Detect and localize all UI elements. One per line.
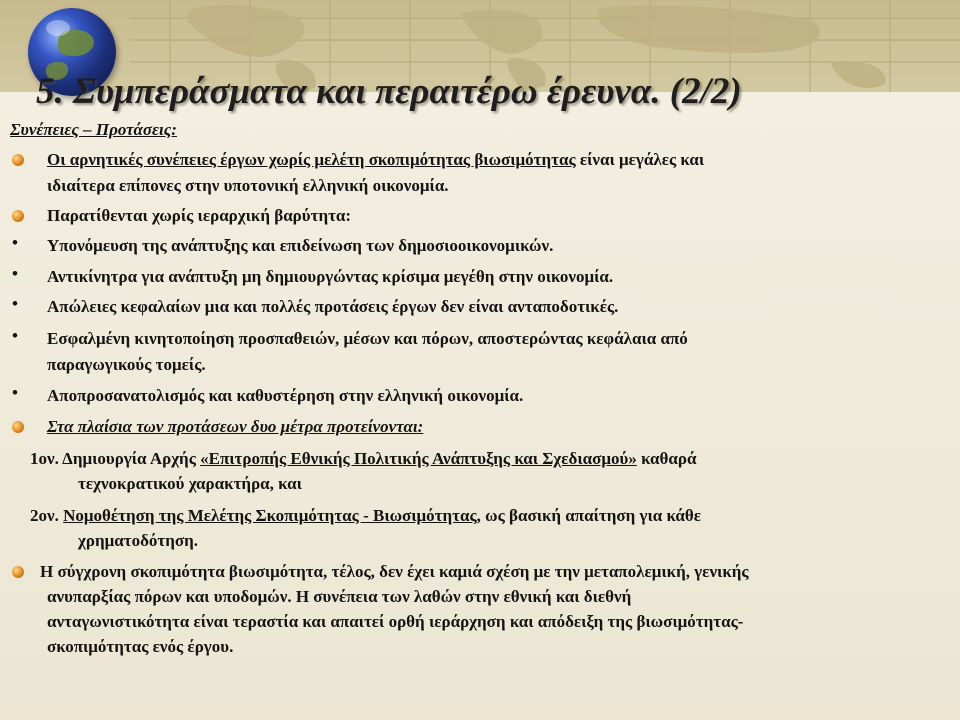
bullet-4-continued: παραγωγικούς τομείς. (47, 355, 206, 374)
item4-line1: Η σύγχρονη σκοπιμότητα βιωσιμότητα, τέλος, δεν έχει καμιά σχέση με την μεταπολεμική, γενικής (40, 562, 749, 581)
item4-line2: ανυπαρξίας πόρων και υποδομών. Η συνέπεια των λαθών στην εθνική και διεθνή (47, 587, 632, 606)
dot-bullet-icon: • (12, 326, 18, 345)
dot-bullet-icon: • (12, 383, 18, 402)
orange-bullet-icon (12, 421, 24, 433)
item4-line4: σκοπιμότητας ενός έργου. (47, 637, 234, 656)
dot-bullet-icon: • (12, 294, 18, 313)
measure1-line1: 1ον. Δημιουργία Αρχής «Επιτροπής Εθνικής Πολιτικής Ανάπτυξης και Σχεδιασμού» καθαρά (30, 449, 697, 468)
bullet-3: Απώλειες κεφαλαίων μια και πολλές προτάσεις έργων δεν είναι ανταποδοτικές. (47, 297, 619, 316)
item1-line1: Οι αρνητικές συνέπειες έργων χωρίς μελέτη σκοπιμότητας βιωσιμότητας είναι μεγάλες και (47, 150, 705, 169)
item4-line3: ανταγωνιστικότητα είναι τεραστία και απαιτεί ορθή ιεράρχηση και απόδειξη της βιωσιμότητας- (47, 612, 744, 631)
orange-bullet-icon (12, 566, 24, 578)
measure2-line1: 2ον. Νομοθέτηση της Μελέτης Σκοπιμότητας - Βιωσιμότητας, ως βασική απαίτηση για κάθε (30, 506, 702, 525)
item1-line2: ιδιαίτερα επίπονες στην υποτονική ελληνική οικονομία. (47, 176, 449, 195)
bullet-1: Υπονόμευση της ανάπτυξης και επιδείνωση των δημοσιοοικονομικών. (47, 236, 554, 255)
orange-bullet-icon (12, 154, 24, 166)
slide-title: 5. Συμπεράσματα και περαιτέρω έρευνα. (2/2) (36, 71, 742, 112)
section-subtitle: Συνέπειες – Προτάσεις: (10, 120, 177, 139)
bullet-5: Αποπροσανατολισμός και καθυστέρηση στην ελληνική οικονομία. (47, 386, 524, 405)
dot-bullet-icon: • (12, 264, 18, 283)
item3-text: Στα πλαίσια των προτάσεων δυο μέτρα προτείνονται: (47, 417, 424, 436)
bullet-4: Εσφαλμένη κινητοποίηση προσπαθειών, μέσων και πόρων, αποστερώντας κεφάλαια από (47, 329, 688, 348)
measure1-line2: τεχνοκρατικού χαρακτήρα, και (78, 474, 302, 493)
measure2-line2: χρηματοδότηση. (78, 531, 199, 550)
bullet-2: Αντικίνητρα για ανάπτυξη μη δημιουργώντας κρίσιμα μεγέθη στην οικονομία. (47, 267, 614, 286)
item2-text: Παρατίθενται χωρίς ιεραρχική βαρύτητα: (47, 206, 352, 225)
dot-bullet-icon: • (12, 233, 18, 252)
orange-bullet-icon (12, 210, 24, 222)
